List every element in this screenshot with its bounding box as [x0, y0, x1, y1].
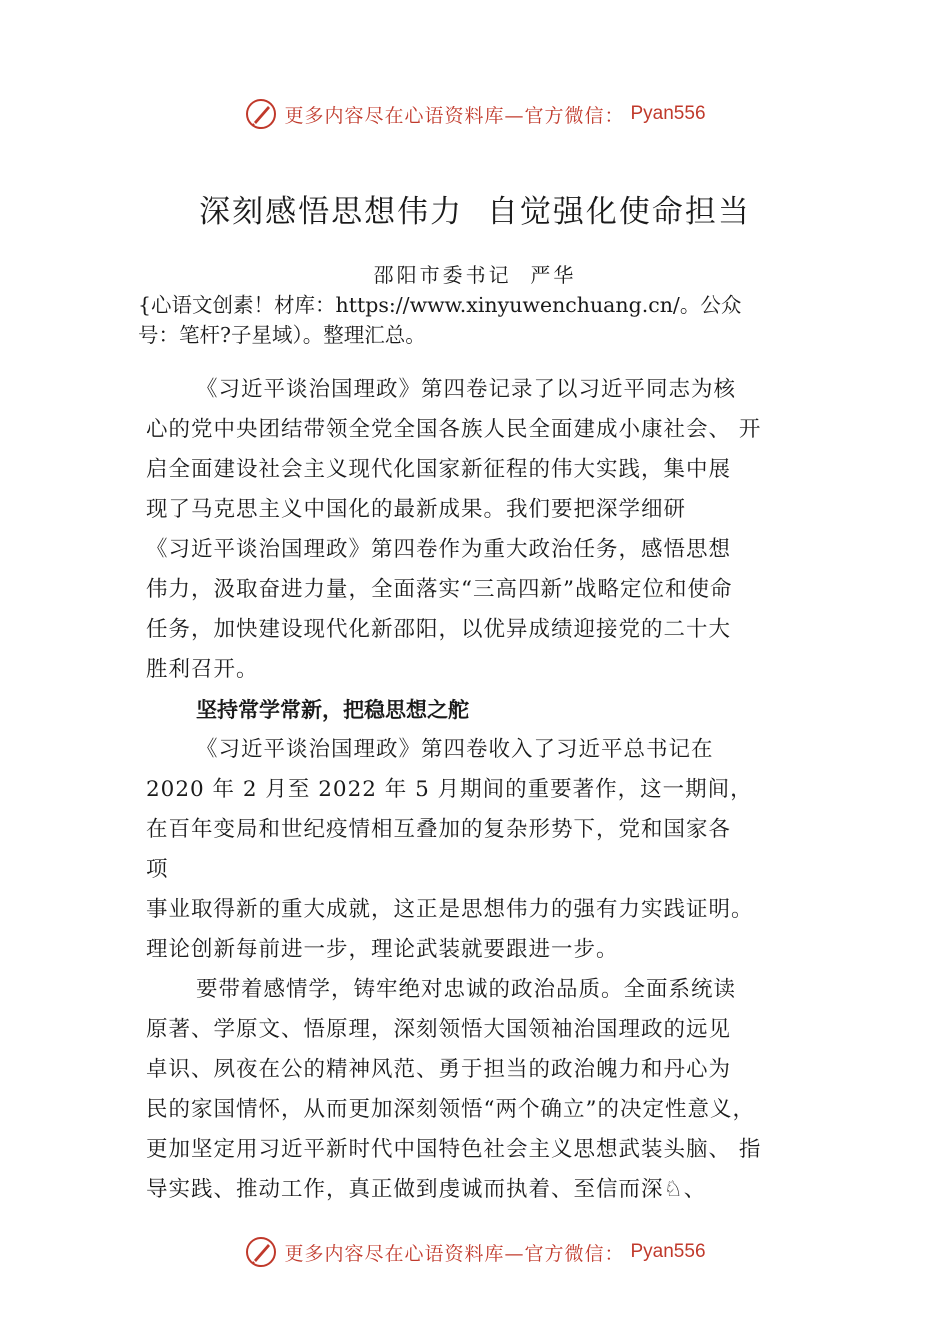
paragraph-1	[146, 370, 826, 690]
header-banner	[0, 94, 950, 134]
pen-logo-icon	[244, 97, 278, 131]
source-line: 号：笔杆?子星域）。整理汇总。	[138, 323, 426, 347]
text-line: 导实践、推动工作，真正做到虔诚而执着、至信而深♘、	[146, 1177, 707, 1202]
paragraph-3	[146, 970, 826, 1210]
document-title: 深刻感悟思想伟力 自觉强化使命担当	[199, 194, 751, 230]
text-line: 项	[146, 857, 169, 882]
pen-logo-icon	[244, 1235, 278, 1269]
banner-wechat-handle: Pyan556	[630, 1241, 706, 1262]
text-line: 2020 年 2 月至 2022 年 5 月期间的重要著作，这一期间，	[146, 777, 753, 802]
footer-banner	[0, 1232, 950, 1272]
text-line: 卓识、夙夜在公的精神风范、勇于担当的政治魄力和丹心为	[146, 1057, 732, 1082]
document-body	[146, 370, 826, 1210]
text-line: 任务，加快建设现代化新邵阳，以优异成绩迎接党的二十大	[146, 617, 732, 642]
banner-wechat-handle: Pyan556	[630, 103, 706, 124]
text-line: 《习近平谈治国理政》第四卷收入了习近平总书记在	[196, 737, 714, 762]
text-line: 事业取得新的重大成就，这正是思想伟力的强有力实践证明。	[146, 897, 754, 922]
text-line: 理论创新每前进一步，理论武装就要跟进一步。	[146, 937, 619, 962]
text-line: 民的家国情怀，从而更加深刻领悟“两个确立”的决定性意义，	[146, 1097, 755, 1122]
source-note	[138, 290, 843, 350]
source-line: {心语文创素！材库：https://www.xinyuwenchuang.cn/。公众	[138, 293, 742, 317]
text-line: 原著、学原文、悟原理，深刻领悟大国领袖治国理政的远见	[146, 1017, 732, 1042]
text-line: 《习近平谈治国理政》第四卷作为重大政治任务，感悟思想	[146, 537, 732, 562]
document-author: 邵阳市委书记 严华	[373, 263, 577, 287]
text-line: 胜利召开。	[146, 657, 259, 682]
paragraph-2	[146, 730, 826, 970]
text-line: 现了马克思主义中国化的最新成果。我们要把深学细研	[146, 497, 687, 522]
text-line: 心的党中央团结带领全党全国各族人民全面建成小康社会、 开	[146, 417, 762, 442]
text-line: 伟力，汲取奋进力量，全面落实“三高四新”战略定位和使命	[146, 577, 733, 602]
text-line: 更加坚定用习近平新时代中国特色社会主义思想武装头脑、 指	[146, 1137, 762, 1162]
text-line: 要带着感情学，铸牢绝对忠诚的政治品质。全面系统读	[196, 977, 737, 1002]
text-line: 启全面建设社会主义现代化国家新征程的伟大实践，集中展	[146, 457, 732, 482]
section-heading: 坚持常学常新，把稳思想之舵	[196, 698, 469, 722]
text-line: 在百年变局和世纪疫情相互叠加的复杂形势下，党和国家各	[146, 817, 732, 842]
banner-text: 更多内容尽在心语资料库—官方微信：	[284, 1242, 625, 1265]
banner-text: 更多内容尽在心语资料库—官方微信：	[284, 104, 625, 127]
text-line: 《习近平谈治国理政》第四卷记录了以习近平同志为核	[196, 377, 737, 402]
